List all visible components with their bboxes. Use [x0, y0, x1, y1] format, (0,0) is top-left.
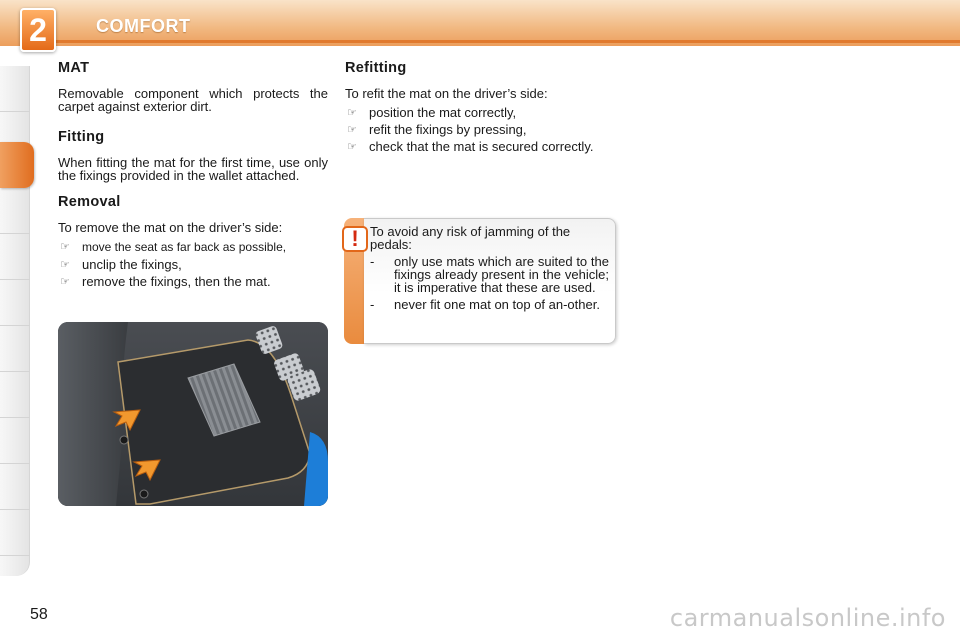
chapter-tab-9[interactable] — [0, 464, 30, 510]
page-number: 58 — [30, 606, 48, 623]
right-column — [345, 62, 617, 157]
refitting-heading: Refitting — [345, 60, 407, 76]
chapter-tab-10[interactable] — [0, 510, 30, 556]
list-item: ☞ move the seat as far back as possible, — [60, 240, 287, 254]
pointing-hand-icon: ☞ — [347, 123, 357, 136]
removal-heading: Removal — [58, 194, 121, 210]
floor-mat-illustration — [58, 322, 328, 506]
removal-section — [58, 196, 328, 288]
left-column — [58, 62, 328, 302]
chapter-tab-4[interactable] — [0, 234, 30, 280]
list-item: - never fit one mat on top of an-other. — [370, 297, 600, 312]
list-item: ☞ refit the fixings by pressing, — [347, 122, 527, 137]
chapter-tab-3[interactable] — [0, 188, 30, 234]
pointing-hand-icon: ☞ — [347, 140, 357, 153]
pointing-hand-icon: ☞ — [60, 240, 70, 253]
list-item: - only use mats which are suited to the fixings already present in the vehicle; it is imperative that these are used. — [370, 254, 609, 295]
chapter-tab-1[interactable] — [0, 66, 30, 112]
warning-intro: To avoid any risk of jamming of the pedals: — [370, 224, 571, 252]
warning-callout — [344, 218, 616, 344]
pointing-hand-icon: ☞ — [60, 258, 70, 271]
removal-intro: To remove the mat on the driver’s side: — [58, 220, 283, 235]
list-item: ☞ remove the fixings, then the mat. — [60, 274, 271, 289]
chapter-tab-7[interactable] — [0, 372, 30, 418]
list-item: ☞ check that the mat is secured correctly. — [347, 139, 594, 154]
section-title: COMFORT — [96, 16, 191, 36]
chapter-tab-8[interactable] — [0, 418, 30, 464]
floor-mat-photo — [58, 322, 328, 506]
mat-section — [58, 62, 328, 113]
refitting-steps — [345, 106, 617, 153]
chapter-tab-5[interactable] — [0, 280, 30, 326]
exclamation-icon: ! — [342, 226, 368, 252]
fitting-description: When fitting the mat for the first time, use only the fixings provided in the wallet attached. — [58, 155, 328, 183]
watermark: carmanualsonline.info — [669, 604, 946, 632]
list-item: ☞ position the mat correctly, — [347, 105, 517, 120]
chapter-number-badge: 2 — [20, 8, 56, 52]
chapter-tab-rail — [0, 66, 30, 576]
pointing-hand-icon: ☞ — [347, 106, 357, 119]
removal-steps — [58, 240, 328, 288]
mat-heading: MAT — [58, 60, 90, 76]
mat-description: Removable component which protects the carpet against exterior dirt. — [58, 86, 328, 114]
refitting-intro: To refit the mat on the driver’s side: — [345, 86, 548, 101]
list-item: ☞ unclip the fixings, — [60, 257, 182, 272]
warning-box — [364, 218, 616, 344]
warning-list — [370, 255, 609, 311]
header-rule — [56, 40, 960, 43]
pointing-hand-icon: ☞ — [60, 275, 70, 288]
chapter-tab-2-active[interactable] — [0, 142, 34, 188]
fitting-section — [58, 131, 328, 182]
chapter-tab-6[interactable] — [0, 326, 30, 372]
fitting-heading: Fitting — [58, 129, 105, 145]
